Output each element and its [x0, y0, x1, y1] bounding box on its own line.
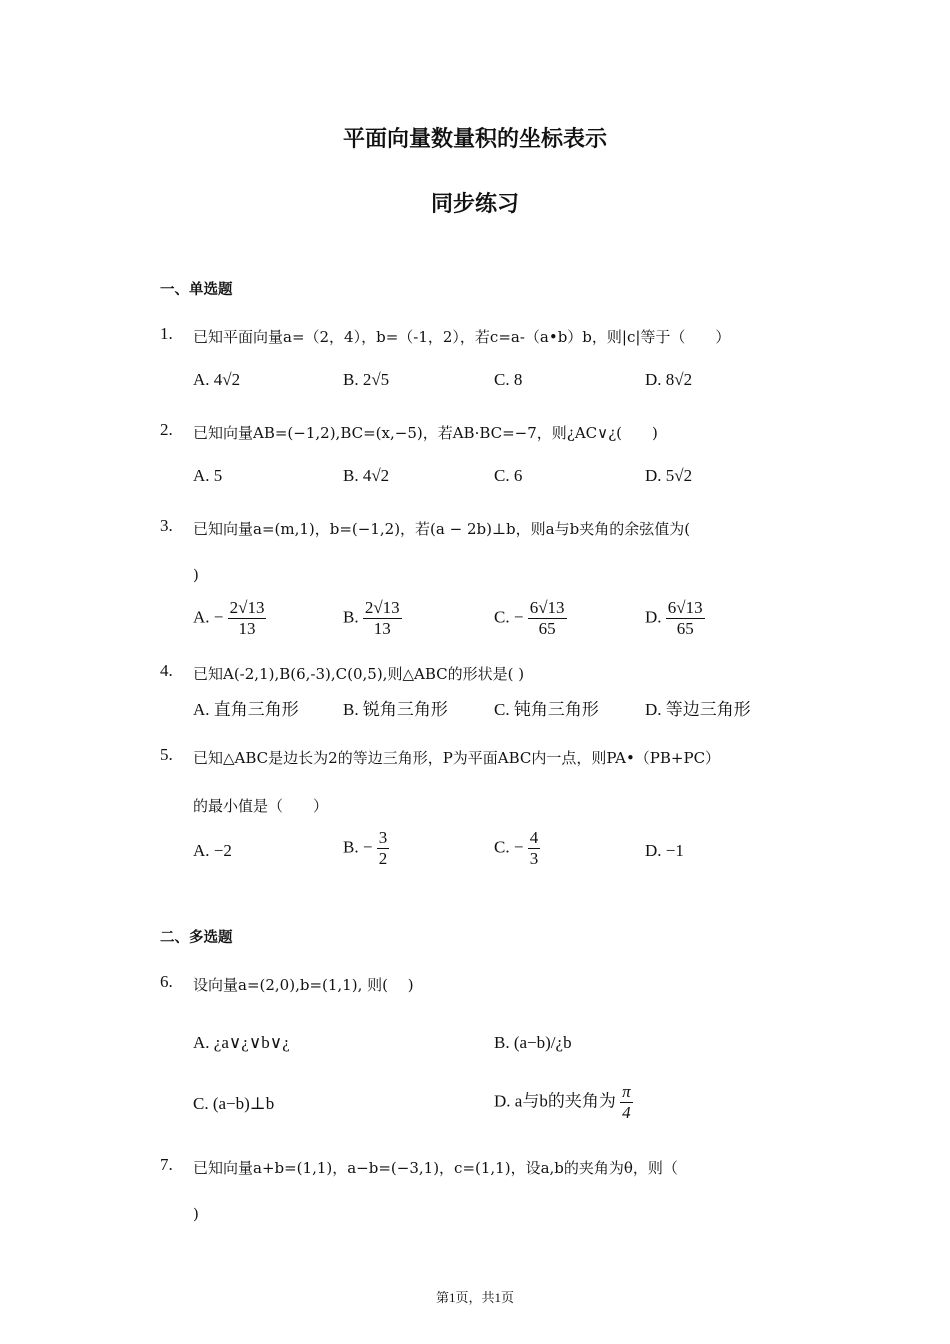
numerator: 6√13	[529, 598, 565, 617]
fraction	[228, 598, 267, 639]
question-number: 4.	[160, 661, 173, 680]
denominator: 65	[538, 619, 556, 638]
option-sign: −	[213, 607, 224, 627]
option-b[interactable]: B. (a−b)/¿b	[494, 1033, 572, 1052]
option-b[interactable]	[343, 598, 402, 639]
page-title: 平面向量数量积的坐标表示	[342, 127, 607, 152]
numerator: 4	[529, 828, 539, 847]
option-label: C.	[494, 607, 510, 627]
numerator: 2√13	[364, 598, 400, 617]
denominator: 4	[622, 1103, 631, 1122]
denominator: 2	[378, 849, 388, 868]
question-text: 已知向量a+b=(1,1)，a−b=(−3,1)，c=(1,1)，设a,b的夹角为θ，则（	[193, 1159, 678, 1177]
option-a[interactable]: A. 5	[193, 466, 223, 485]
question-text: 已知向量a=(m,1)，b=(−1,2)，若(a − 2b)⊥b，则a与b夹角的余弦值为(	[193, 520, 691, 538]
denominator: 13	[373, 619, 391, 638]
question-number: 7.	[160, 1155, 173, 1174]
option-a[interactable]: A. 直角三角形	[193, 700, 299, 719]
fraction	[377, 828, 390, 869]
option-b[interactable]: B. 锐角三角形	[343, 700, 448, 719]
option-c[interactable]: C. 钝角三角形	[494, 700, 599, 719]
page-subtitle: 同步练习	[430, 192, 519, 217]
question-text-continued: )	[193, 566, 199, 584]
question-text-continued: 的最小值是（ ）	[193, 797, 329, 815]
option-d[interactable]	[494, 1082, 633, 1123]
option-d[interactable]	[645, 841, 684, 861]
section-multi-choice: 二、多选题	[160, 930, 233, 946]
option-label: D. a与b的夹角为	[494, 1091, 616, 1111]
option-sign: −	[513, 837, 524, 857]
question-text: 已知平面向量a=（2，4），b=（-1，2），若c=a-（a•b）b，则|c|等于（ ）	[193, 328, 731, 346]
option-d[interactable]: D. 8√2	[645, 370, 693, 389]
question-text: 设向量a=(2,0),b=(1,1), 则( )	[193, 976, 414, 994]
option-label: D.	[645, 607, 662, 627]
option-c[interactable]	[494, 598, 567, 639]
option-d[interactable]	[645, 598, 705, 639]
option-c[interactable]: C. 8	[494, 370, 523, 389]
question-text: 已知A(-2,1),B(6,-3),C(0,5),则△ABC的形状是( )	[193, 665, 525, 683]
question-number: 2.	[160, 420, 173, 439]
option-a[interactable]	[193, 841, 232, 861]
option-c[interactable]: C. (a−b)⊥b	[193, 1094, 275, 1113]
question-number: 5.	[160, 745, 173, 764]
option-label: B.	[343, 607, 359, 627]
question-text-continued: )	[193, 1205, 199, 1223]
fraction	[528, 598, 567, 639]
fraction	[666, 598, 705, 639]
option-a[interactable]	[193, 598, 266, 639]
denominator: 65	[676, 619, 694, 638]
option-label: A.	[193, 607, 210, 627]
option-b[interactable]: B. 4√2	[343, 466, 390, 485]
numerator: 3	[378, 828, 388, 847]
option-label: C.	[494, 837, 510, 857]
option-sign: −	[362, 837, 373, 857]
option-sign: −	[513, 607, 524, 627]
fraction	[620, 1082, 633, 1123]
numerator: 2√13	[229, 598, 265, 617]
question-text: 已知△ABC是边长为2的等边三角形，P为平面ABC内一点，则PA•（PB+PC）	[193, 749, 721, 767]
numerator: 6√13	[667, 598, 703, 617]
section-single-choice: 一、单选题	[160, 282, 233, 298]
option-label: B.	[343, 837, 359, 857]
question-number: 1.	[160, 324, 173, 343]
option-d[interactable]: D. 等边三角形	[645, 700, 751, 719]
fraction	[363, 598, 402, 639]
denominator: 13	[238, 619, 256, 638]
question-number: 3.	[160, 516, 173, 535]
option-a[interactable]: A. 4√2	[193, 370, 241, 389]
option-c[interactable]: C. 6	[494, 466, 523, 485]
fraction	[528, 828, 541, 869]
option-label: A. −2	[193, 841, 232, 860]
option-c[interactable]	[494, 828, 540, 869]
numerator: π	[622, 1082, 631, 1101]
option-b[interactable]	[343, 828, 389, 869]
option-b[interactable]: B. 2√5	[343, 370, 390, 389]
option-d[interactable]: D. 5√2	[645, 466, 693, 485]
question-number: 6.	[160, 972, 173, 991]
denominator: 3	[529, 849, 539, 868]
option-a[interactable]: A. ¿a∨¿∨b∨¿	[193, 1033, 290, 1052]
page-footer: 第1页，共1页	[435, 1290, 514, 1305]
question-text: 已知向量AB=(−1,2),BC=(x,−5)，若AB·BC=−7，则¿AC∨¿( )	[193, 424, 658, 442]
option-label: D. −1	[645, 841, 684, 860]
